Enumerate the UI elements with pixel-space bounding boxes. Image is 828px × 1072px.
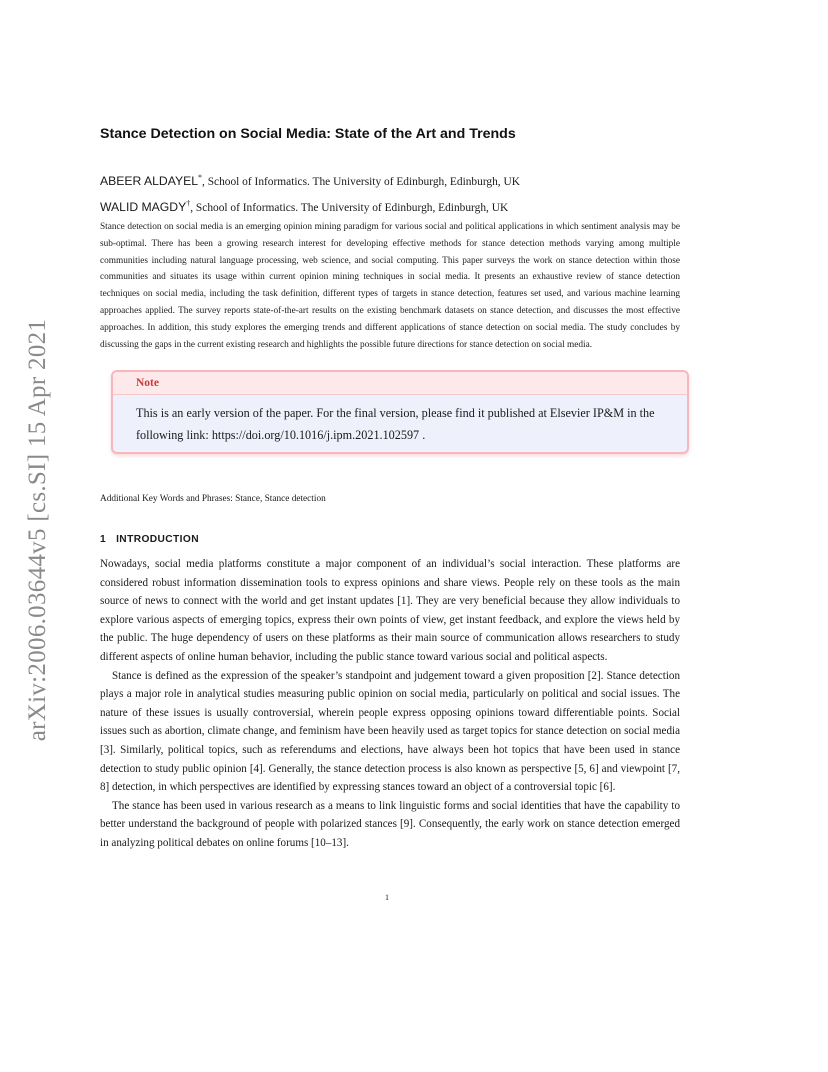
note-body: This is an early version of the paper. For the final version, please find it published at Elsevier IP&M in the following link: https://doi.org/10.1016/j.ipm.2021.102597 . [136, 406, 655, 442]
paper-title: Stance Detection on Social Media: State of the Art and Trends [100, 126, 516, 142]
introduction-body [100, 555, 680, 853]
author-footnote-mark: * [198, 173, 202, 182]
section-heading [100, 534, 199, 545]
author-line [100, 167, 680, 193]
author-line [100, 193, 680, 219]
body-paragraph: Nowadays, social media platforms constitute a major component of an individual’s social interaction. These platforms are considered robust information dissemination tools to express opinions and share views. People rely on these tools as the main source of news to connect with the world and get instant updates [1]. They are very beneficial because they allow individuals to explore various aspects of emerging topics, express their own points of view, get instant feedback, and explore the views held by the public. The huge dependency of users on these platforms as their main source of communication allows researchers to study different aspects of online human behavior, including the public stance toward various social and political aspects. [100, 558, 680, 663]
abstract: Stance detection on social media is an emerging opinion mining paradigm for various social and political applications in which sentiment analysis may be sub-optimal. There has been a growing research interest for developing effective methods for stance detection methods varying among multiple communities including natural language processing, web science, and social computing. This paper surveys the work on stance detection within those communities and situates its usage within current opinion mining techniques in social media. It presents an exhaustive review of stance detection techniques on social media, including the task definition, different types of targets in stance detection, features set used, and various machine learning approaches applied. The survey reports state-of-the-art results on the existing benchmark datasets on stance detection, and discusses the most effective approaches. In addition, this study explores the emerging trends and different applications of stance detection on social media. The study concludes by discussing the gaps in the current existing research and highlights the possible future directions for stance detection on social media. [100, 222, 680, 350]
author-name: WALID MAGDY [100, 199, 187, 214]
section-number: 1 [100, 534, 107, 545]
author-affiliation: , School of Informatics. The University of Edinburgh, Edinburgh, UK [190, 201, 509, 214]
keywords: Additional Key Words and Phrases: Stance, Stance detection [100, 494, 326, 504]
author-list [100, 167, 680, 219]
author-footnote-mark: † [186, 198, 191, 208]
arxiv-identifier-stamp: arXiv:2006.03644v5 [cs.SI] 15 Apr 2021 [24, 318, 51, 742]
body-paragraph: The stance has been used in various research as a means to link linguistic forms and social identities that have the capability to better understand the background of people with polarized stances [9]. Consequently, the early work on stance detection emerged in analyzing political debates on online forums [10–13]. [100, 799, 680, 849]
page-number: 1 [385, 893, 389, 902]
note-heading: Note [113, 372, 687, 395]
body-paragraph: Stance is defined as the expression of the speaker’s standpoint and judgement toward a given proposition [2]. Stance detection plays a major role in analytical studies measuring public opinion on social media, particularly on political and social issues. The nature of these issues is usually controversial, wherein people express opposing opinions toward differentiable points. Social issues such as abortion, climate change, and feminism have been heavily used as target topics for stance detection on social media [3]. Similarly, political topics, such as referendums and elections, have always been hot topics that have been used in stance detection to study public opinion [4]. Generally, the stance detection process is also known as perspective [5, 6] and viewpoint [7, 8] detection, in which perspectives are identified by expressing stances toward an object of a controversial topic [6]. [100, 669, 680, 794]
note-box [111, 370, 689, 454]
author-affiliation: , School of Informatics. The University of Edinburgh, Edinburgh, UK [202, 175, 520, 188]
author-name: ABEER ALDAYEL [100, 173, 198, 188]
section-title: INTRODUCTION [116, 534, 199, 545]
